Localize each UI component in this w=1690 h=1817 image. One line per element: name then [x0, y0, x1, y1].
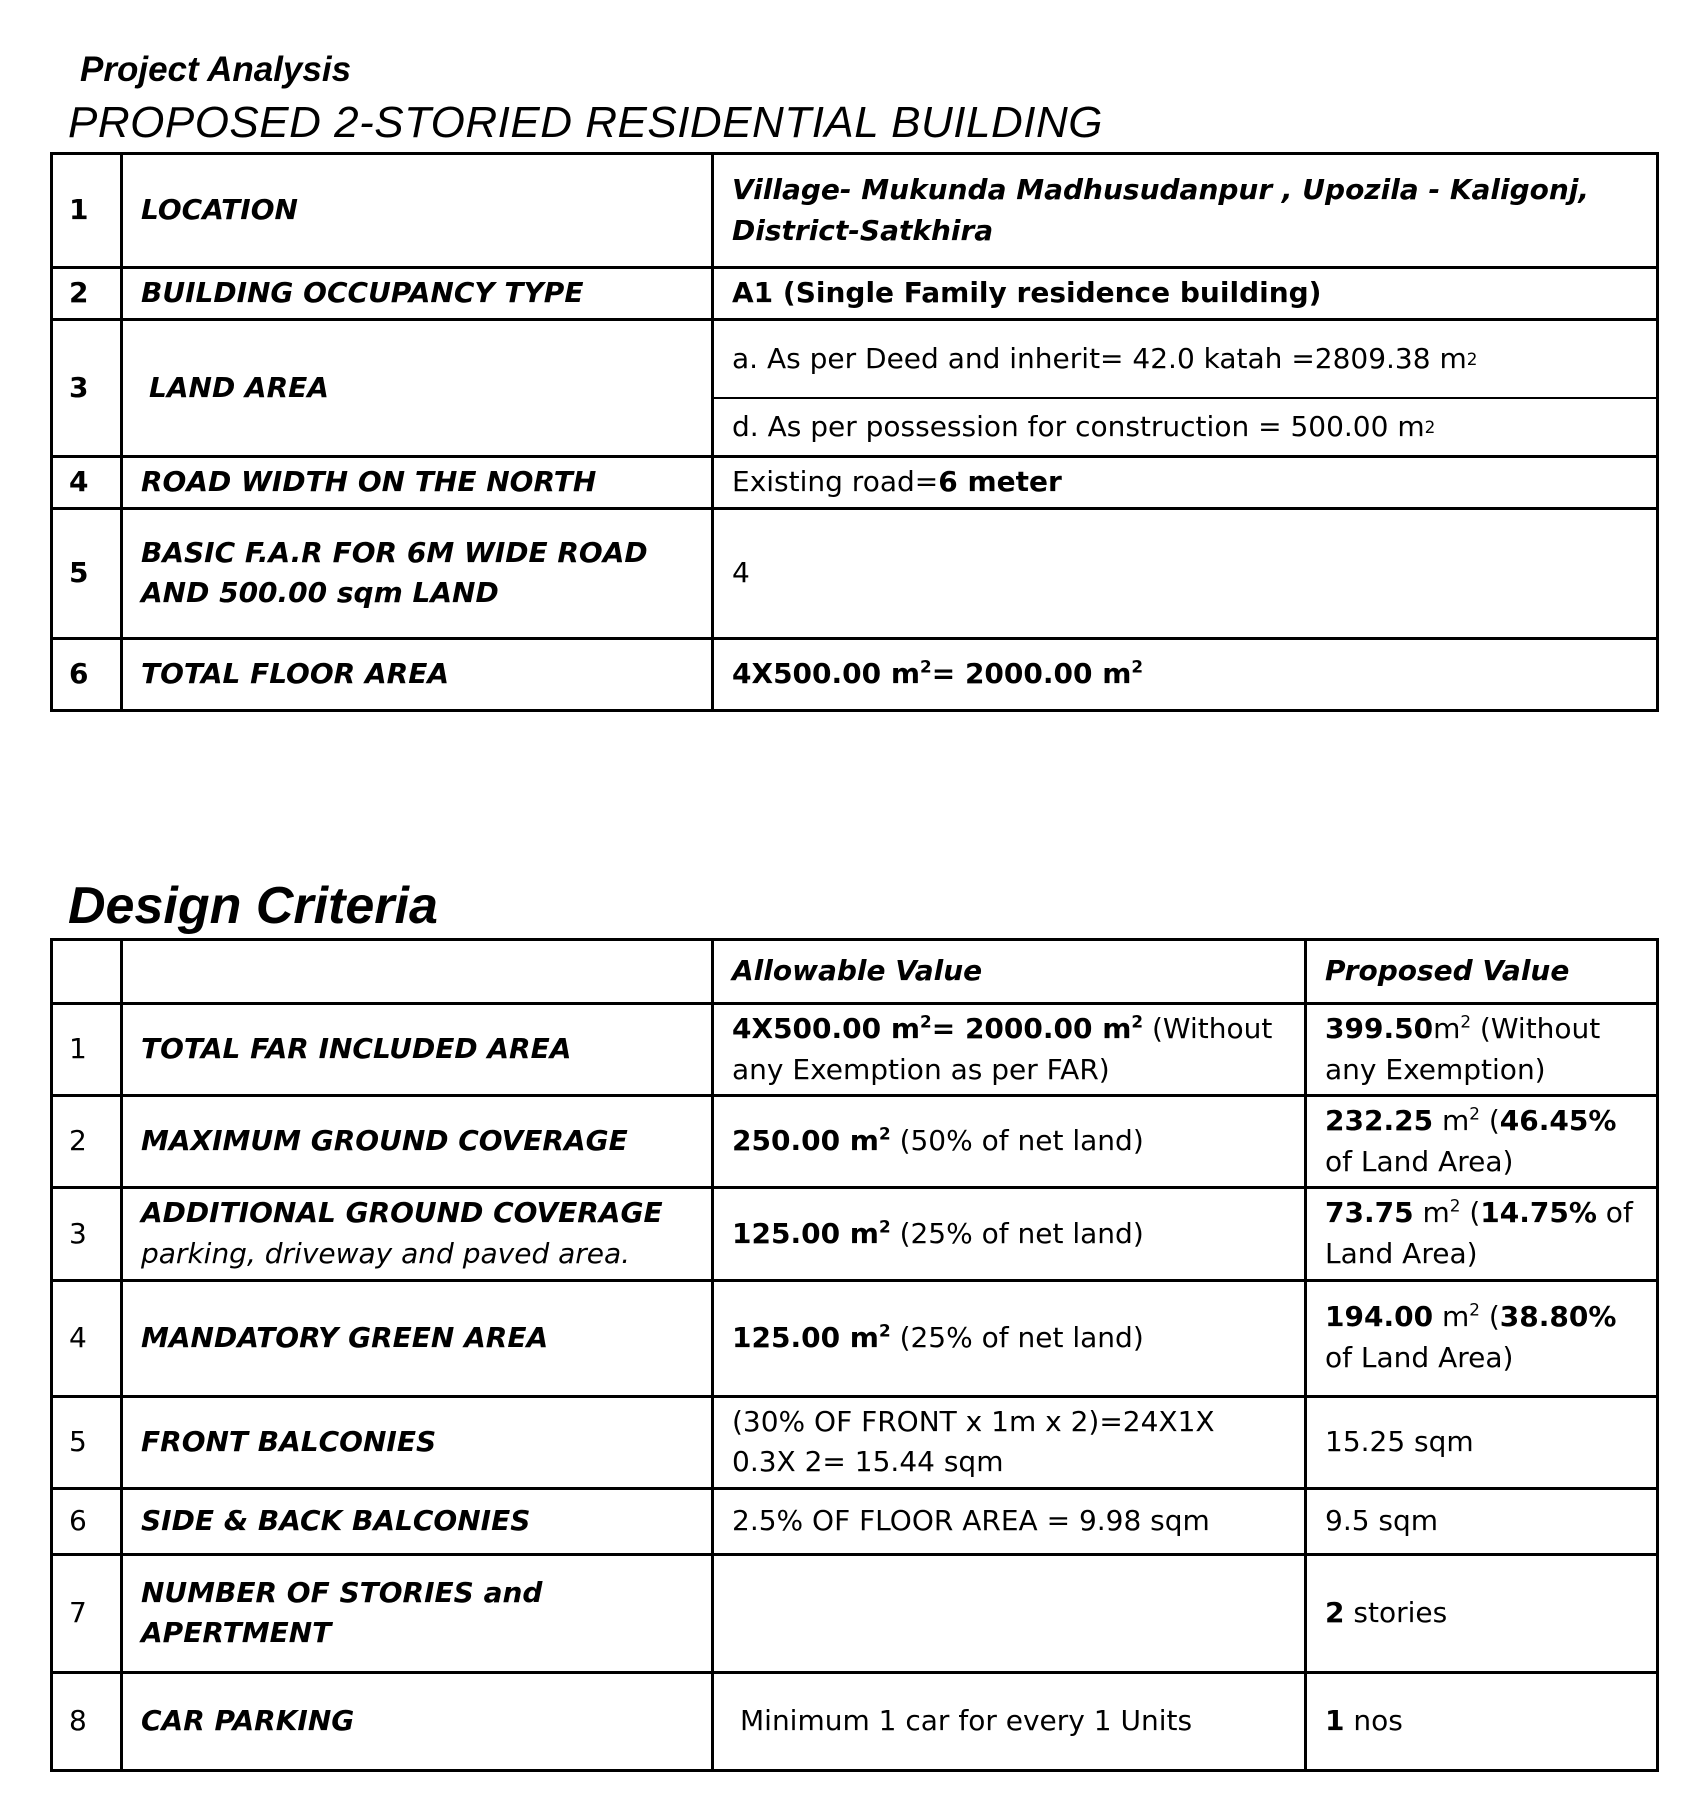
header-empty	[122, 940, 713, 1004]
sup: 2	[878, 1124, 891, 1145]
land-area-label: LAND AREA	[149, 370, 329, 404]
allow-bold: 125.00 m	[732, 1216, 879, 1250]
far-allow-rest: (Without any Exemption as per FAR)	[732, 1012, 1273, 1086]
possession-text: d. As per possession for construction = 500.00 m	[732, 409, 1425, 443]
proposed-value	[1306, 1280, 1658, 1396]
road-width: 6 meter	[938, 465, 1062, 498]
row-number: 8	[52, 1672, 122, 1770]
table-row	[52, 1096, 1658, 1188]
prop-bold: 2	[1325, 1595, 1345, 1629]
prop-bold-a: 194.00	[1325, 1300, 1434, 1334]
row-number: 1	[52, 1004, 122, 1096]
prop-unit: m	[1433, 1104, 1470, 1138]
row-label: TOTAL FAR INCLUDED AREA	[122, 1004, 713, 1096]
label-line-2: APERTMENT	[141, 1616, 332, 1650]
deed-text: a. As per Deed and inherit= 42.0 katah =2809.38 m	[732, 341, 1467, 375]
sup: 2	[1469, 1103, 1480, 1124]
prop-bold-b: 38.80%	[1499, 1300, 1617, 1334]
row-label: MANDATORY GREEN AREA	[122, 1280, 713, 1396]
table-row	[52, 1004, 1658, 1096]
prop-rest: of Land Area)	[1325, 1144, 1514, 1178]
allowable-value: (30% OF FRONT x 1m x 2)=24X1X 0.3X 2= 15.44 sqm	[713, 1396, 1306, 1488]
allowable-value	[713, 1188, 1306, 1280]
table-row	[52, 320, 1658, 457]
row-label	[122, 1188, 713, 1280]
allow-text: Minimum 1 car for every 1 Units	[740, 1703, 1193, 1737]
proposed-value: 15.25 sqm	[1306, 1396, 1658, 1488]
row-label	[122, 508, 713, 638]
floor-area-a: 4X500.00 m	[732, 656, 921, 690]
table-row	[52, 1488, 1658, 1554]
prop-unit: m	[1433, 1300, 1470, 1334]
prop-bold-a: 73.75	[1325, 1196, 1414, 1230]
prop-bold-b: 46.45%	[1499, 1104, 1617, 1138]
page-title: PROPOSED 2-STORIED RESIDENTIAL BUILDING	[68, 98, 1104, 147]
row-value	[713, 154, 1658, 268]
row-label: FRONT BALCONIES	[122, 1396, 713, 1488]
prop-bold-b: 14.75%	[1480, 1196, 1597, 1230]
prop-rest: nos	[1344, 1703, 1403, 1737]
row-value	[713, 457, 1658, 509]
table-row	[52, 457, 1658, 509]
prop-paren: (	[1479, 1300, 1500, 1334]
row-label: LOCATION	[122, 154, 713, 268]
allow-bold: 250.00 m	[732, 1124, 879, 1158]
row-label: TOTAL FLOOR AREA	[122, 638, 713, 710]
far-prop-bold: 399.50	[1325, 1012, 1434, 1045]
proposed-value: 9.5 sqm	[1306, 1488, 1658, 1554]
far-allow-a: 4X500.00 m	[732, 1012, 921, 1045]
row-label: CAR PARKING	[122, 1672, 713, 1770]
allowable-value	[713, 1280, 1306, 1396]
row-label: ROAD WIDTH ON THE NORTH	[122, 457, 713, 509]
allow-bold: 125.00 m	[732, 1320, 879, 1354]
allow-rest: (25% of net land)	[890, 1216, 1144, 1250]
row-number: 4	[52, 1280, 122, 1396]
row-number: 4	[52, 457, 122, 509]
design-criteria-title: Design Criteria	[68, 877, 438, 935]
prop-unit: m	[1413, 1196, 1450, 1230]
row-number: 3	[52, 1188, 122, 1280]
proposed-value	[1306, 1004, 1658, 1096]
table-row	[52, 1280, 1658, 1396]
row-number: 7	[52, 1554, 122, 1672]
location-line-1: Village- Mukunda Madhusudanpur , Upozila - Kaligonj,	[732, 172, 1590, 206]
table-row	[52, 1554, 1658, 1672]
row-number: 2	[52, 1096, 122, 1188]
row-number: 6	[52, 1488, 122, 1554]
row-value	[713, 320, 1658, 457]
table-row	[52, 508, 1658, 638]
far-allow-b: = 2000.00 m	[931, 1012, 1132, 1045]
proposed-value	[1306, 1672, 1658, 1770]
far-label-line-2: AND 500.00 sqm LAND	[141, 576, 499, 610]
row-number: 1	[52, 154, 122, 268]
allowable-value	[713, 1096, 1306, 1188]
sup: 2	[1449, 1196, 1461, 1217]
prop-bold: 1	[1325, 1703, 1345, 1737]
proposed-value	[1306, 1554, 1658, 1672]
floor-area-b: = 2000.00 m	[931, 656, 1132, 690]
header-proposed: Proposed Value	[1306, 940, 1658, 1004]
section-subtitle: Project Analysis	[80, 50, 352, 89]
land-area-possession: d. As per possession for construction = 500.00 m 2	[714, 399, 1656, 455]
allow-rest: (50% of net land)	[890, 1124, 1144, 1158]
location-line-2: District-Satkhira	[732, 213, 994, 247]
row-label: SIDE & BACK BALCONIES	[122, 1488, 713, 1554]
sup: 2	[1469, 1300, 1480, 1321]
table-row	[52, 1188, 1658, 1280]
design-criteria-table	[50, 938, 1659, 1772]
sup: 2	[920, 656, 932, 677]
table-row	[52, 1396, 1658, 1488]
table-row	[52, 154, 1658, 268]
table-row	[52, 1672, 1658, 1770]
label-sub: parking, driveway and paved area.	[141, 1236, 631, 1270]
allowable-value: 2.5% OF FLOOR AREA = 9.98 sqm	[713, 1488, 1306, 1554]
row-number: 2	[52, 268, 122, 320]
header-row	[52, 940, 1658, 1004]
prop-rest: of Land Area)	[1325, 1341, 1514, 1375]
sup: 2	[920, 1011, 932, 1032]
row-label	[122, 1554, 713, 1672]
sup: 2	[1460, 1011, 1472, 1032]
allowable-value	[713, 1672, 1306, 1770]
sup: 2	[1131, 656, 1144, 677]
prop-rest: stories	[1344, 1595, 1448, 1629]
row-label: BUILDING OCCUPANCY TYPE	[122, 268, 713, 320]
prop-paren: (	[1479, 1104, 1500, 1138]
sup: 2	[878, 1320, 891, 1341]
land-area-deed: a. As per Deed and inherit= 42.0 katah =2809.38 m 2	[714, 321, 1656, 399]
row-number: 5	[52, 1396, 122, 1488]
table-row	[52, 638, 1658, 710]
prop-paren: (	[1460, 1196, 1481, 1230]
prop-rest: of Land Area)	[1325, 1196, 1633, 1270]
label-main: ADDITIONAL GROUND COVERAGE	[141, 1196, 663, 1230]
row-number: 5	[52, 508, 122, 638]
allowable-value	[713, 1554, 1306, 1672]
far-prop-unit: m	[1433, 1012, 1461, 1045]
label-line-1: NUMBER OF STORIES and	[141, 1575, 543, 1609]
header-empty	[52, 940, 122, 1004]
row-label: MAXIMUM GROUND COVERAGE	[122, 1096, 713, 1188]
proposed-value	[1306, 1096, 1658, 1188]
allow-rest: (25% of net land)	[890, 1320, 1144, 1354]
row-number: 3	[52, 320, 122, 457]
row-label	[122, 320, 713, 457]
row-value	[713, 638, 1658, 710]
row-number: 6	[52, 638, 122, 710]
row-value: 4	[713, 508, 1658, 638]
proposed-value	[1306, 1188, 1658, 1280]
far-prop-rest: (Without any Exemption)	[1325, 1012, 1601, 1086]
sup: 2	[1131, 1011, 1144, 1032]
table-row	[52, 268, 1658, 320]
header-allowable: Allowable Value	[713, 940, 1306, 1004]
row-value: A1 (Single Family residence building)	[713, 268, 1658, 320]
far-label-line-1: BASIC F.A.R FOR 6M WIDE ROAD	[141, 535, 648, 569]
project-analysis-table	[50, 152, 1659, 712]
allowable-value	[713, 1004, 1306, 1096]
road-prefix: Existing road=	[732, 465, 939, 498]
prop-bold-a: 232.25	[1325, 1104, 1434, 1138]
sup: 2	[878, 1216, 891, 1237]
